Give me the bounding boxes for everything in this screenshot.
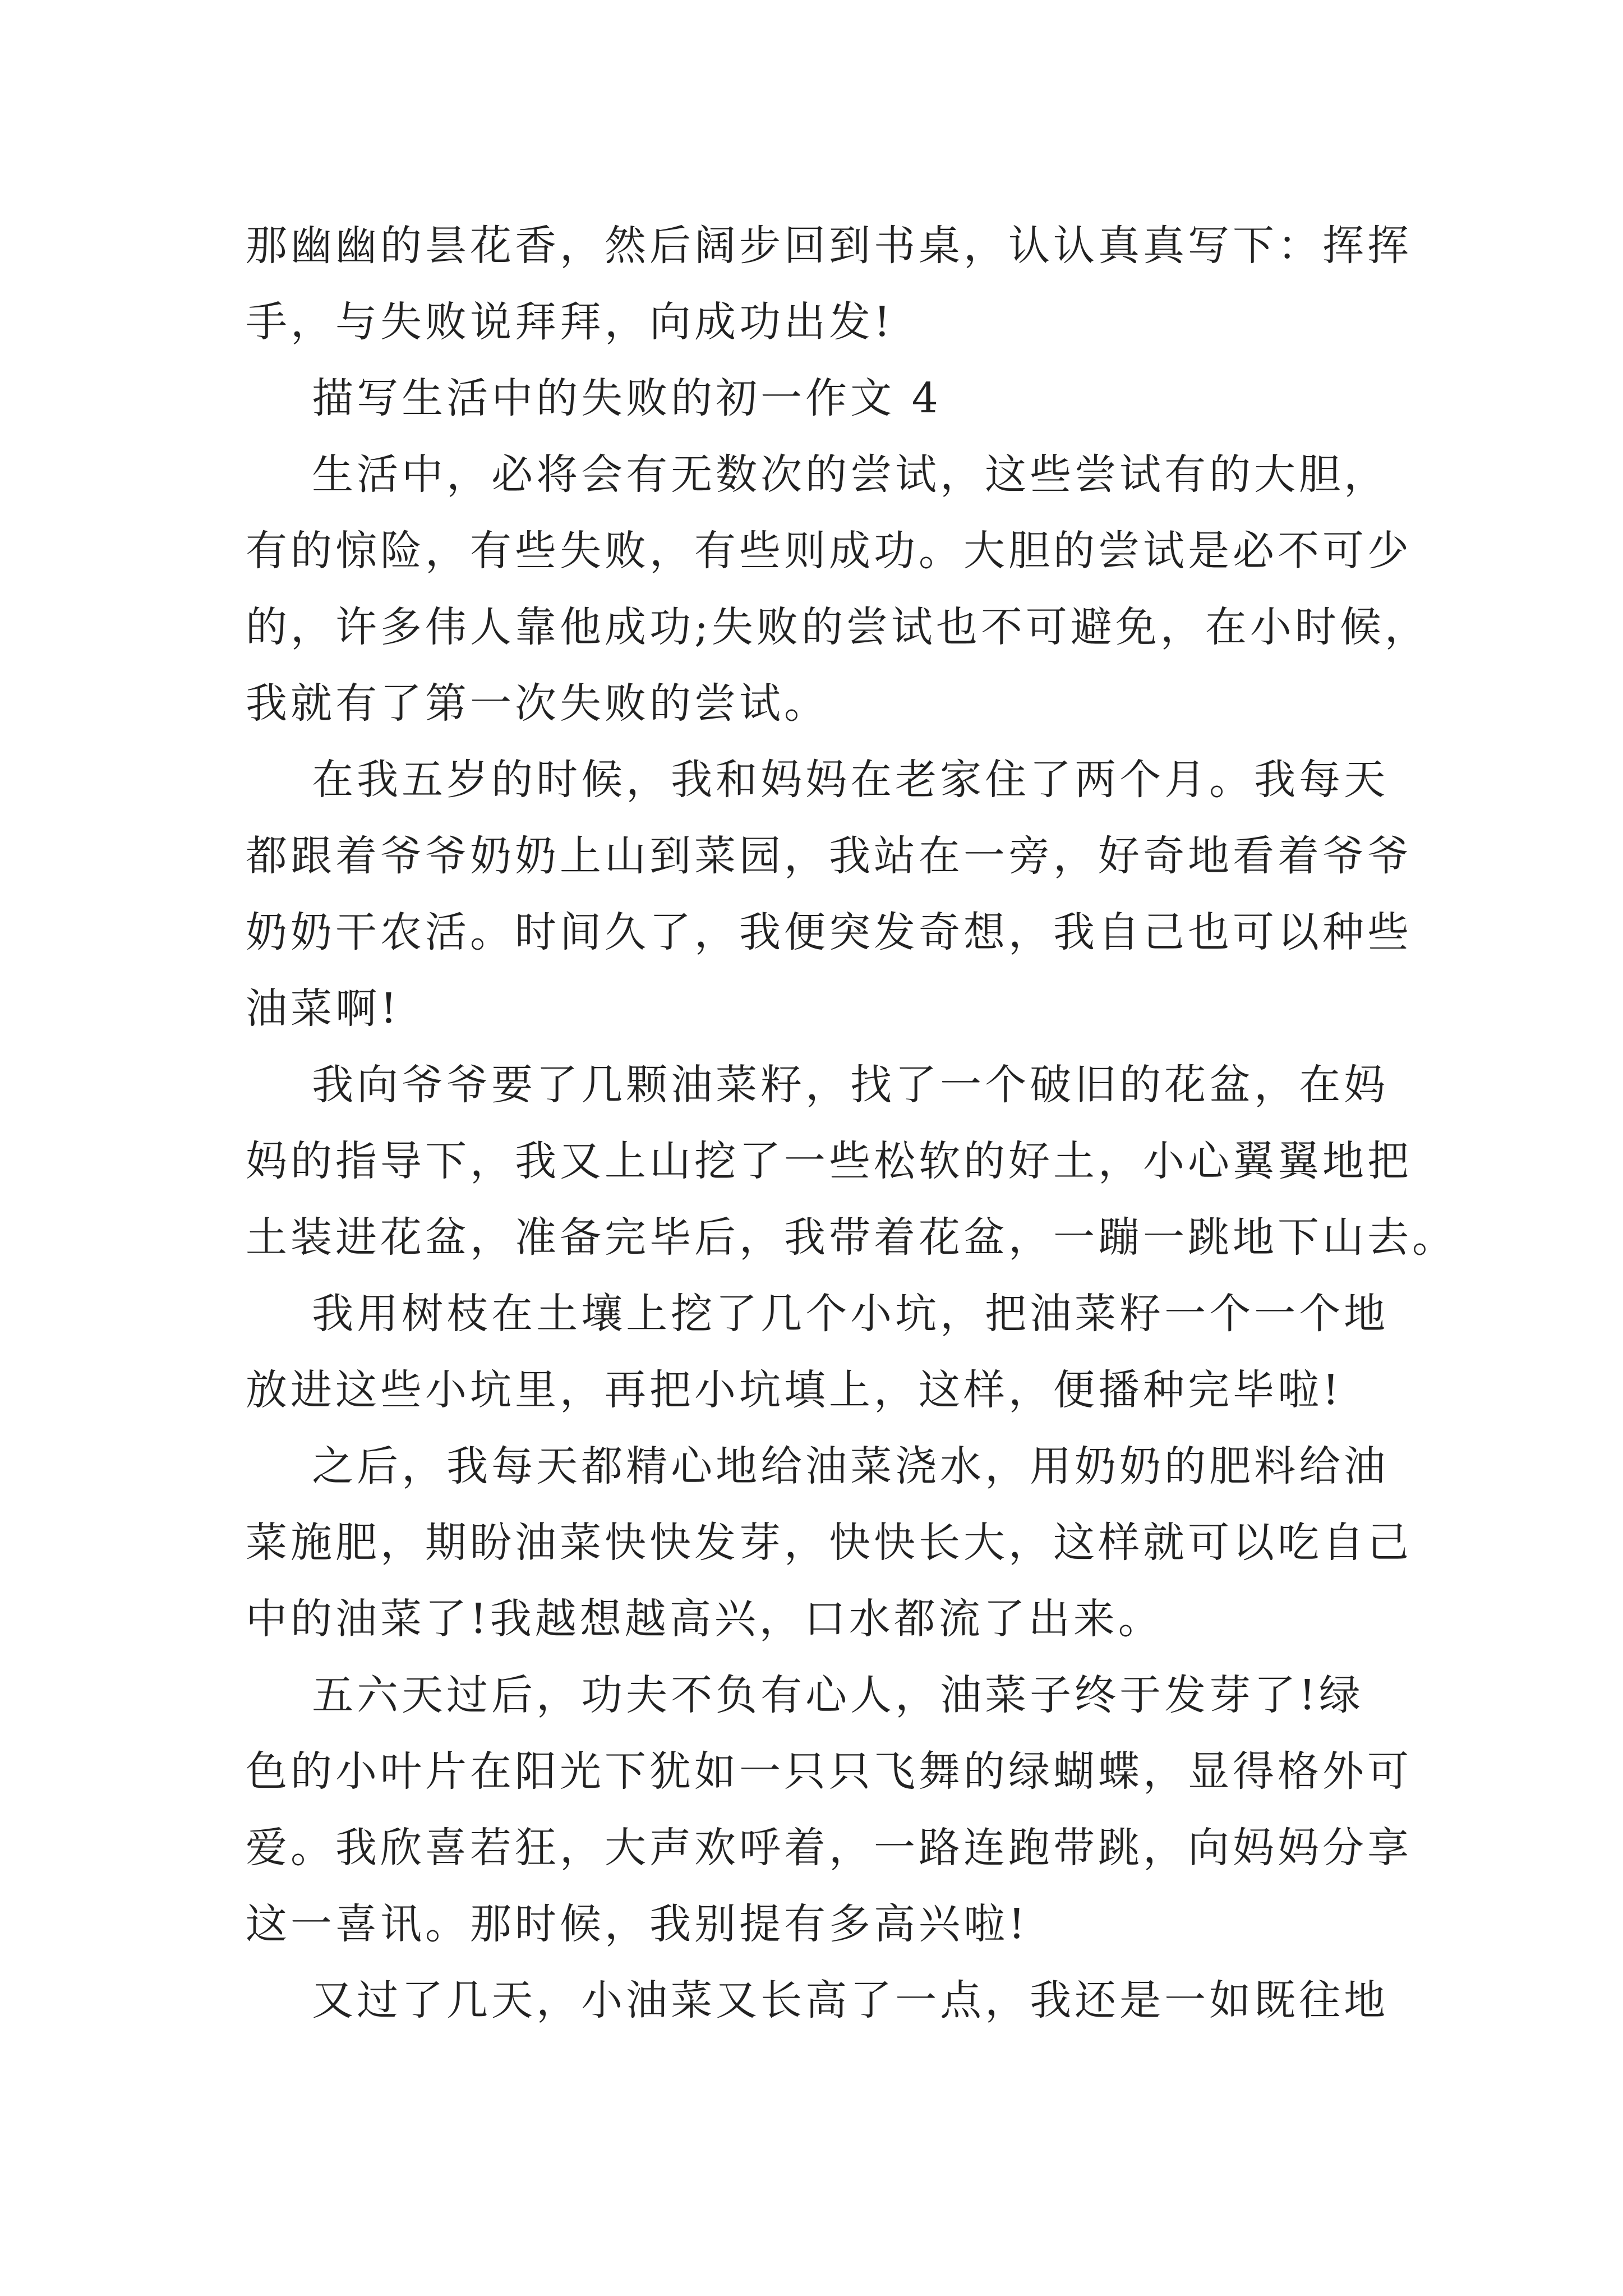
text-line: 土装进花盆，准备完毕后，我带着花盆，一蹦一跳地下山去。 <box>246 1213 1457 1262</box>
text-line: 爱。我欣喜若狂，大声欢呼着，一路连跑带跳，向妈妈分享 <box>246 1824 1412 1872</box>
text-line: 在我五岁的时候，我和妈妈在老家住了两个月。我每天 <box>246 756 1389 804</box>
text-line: 手，与失败说拜拜，向成功出发! <box>246 298 894 346</box>
text-line: 放进这些小坑里，再把小坑填上，这样，便播种完毕啦! <box>246 1366 1343 1414</box>
text-line: 菜施肥，期盼油菜快快发芽，快快长大，这样就可以吃自己 <box>246 1519 1412 1567</box>
text-line: 奶奶干农活。时间久了，我便突发奇想，我自己也可以种些 <box>246 908 1412 956</box>
text-line: 色的小叶片在阳光下犹如一只只飞舞的绿蝴蝶，显得格外可 <box>246 1747 1412 1796</box>
text-line: 都跟着爷爷奶奶上山到菜园，我站在一旁，好奇地看着爷爷 <box>246 832 1412 880</box>
essay-heading: 描写生活中的失败的初一作文 4 <box>246 374 942 422</box>
text-line: 这一喜讯。那时候，我别提有多高兴啦! <box>246 1900 1029 1948</box>
text-line: 又过了几天，小油菜又长高了一点，我还是一如既往地 <box>246 1976 1389 2024</box>
text-line: 五六天过后，功夫不负有心人，油菜子终于发芽了!绿 <box>246 1671 1364 1719</box>
text-line: 那幽幽的昙花香，然后阔步回到书桌，认认真真写下：挥挥 <box>246 222 1412 270</box>
text-line: 的，许多伟人靠他成功;失败的尝试也不可避免，在小时候， <box>246 603 1430 651</box>
essay-body <box>246 208 1457 2039</box>
text-line: 我用树枝在土壤上挖了几个小坑，把油菜籽一个一个地 <box>246 1290 1389 1338</box>
text-line: 生活中，必将会有无数次的尝试，这些尝试有的大胆， <box>246 450 1389 499</box>
text-line: 油菜啊! <box>246 984 400 1033</box>
text-line: 中的油菜了!我越想越高兴，口水都流了出来。 <box>246 1595 1163 1643</box>
text-line: 之后，我每天都精心地给油菜浇水，用奶奶的肥料给油 <box>246 1442 1389 1490</box>
text-line: 我就有了第一次失败的尝试。 <box>246 679 829 728</box>
text-line: 有的惊险，有些失败，有些则成功。大胆的尝试是必不可少 <box>246 527 1412 575</box>
text-line: 我向爷爷要了几颗油菜籽，找了一个破旧的花盆，在妈 <box>246 1061 1389 1109</box>
text-line: 妈的指导下，我又上山挖了一些松软的好土，小心翼翼地把 <box>246 1137 1412 1185</box>
